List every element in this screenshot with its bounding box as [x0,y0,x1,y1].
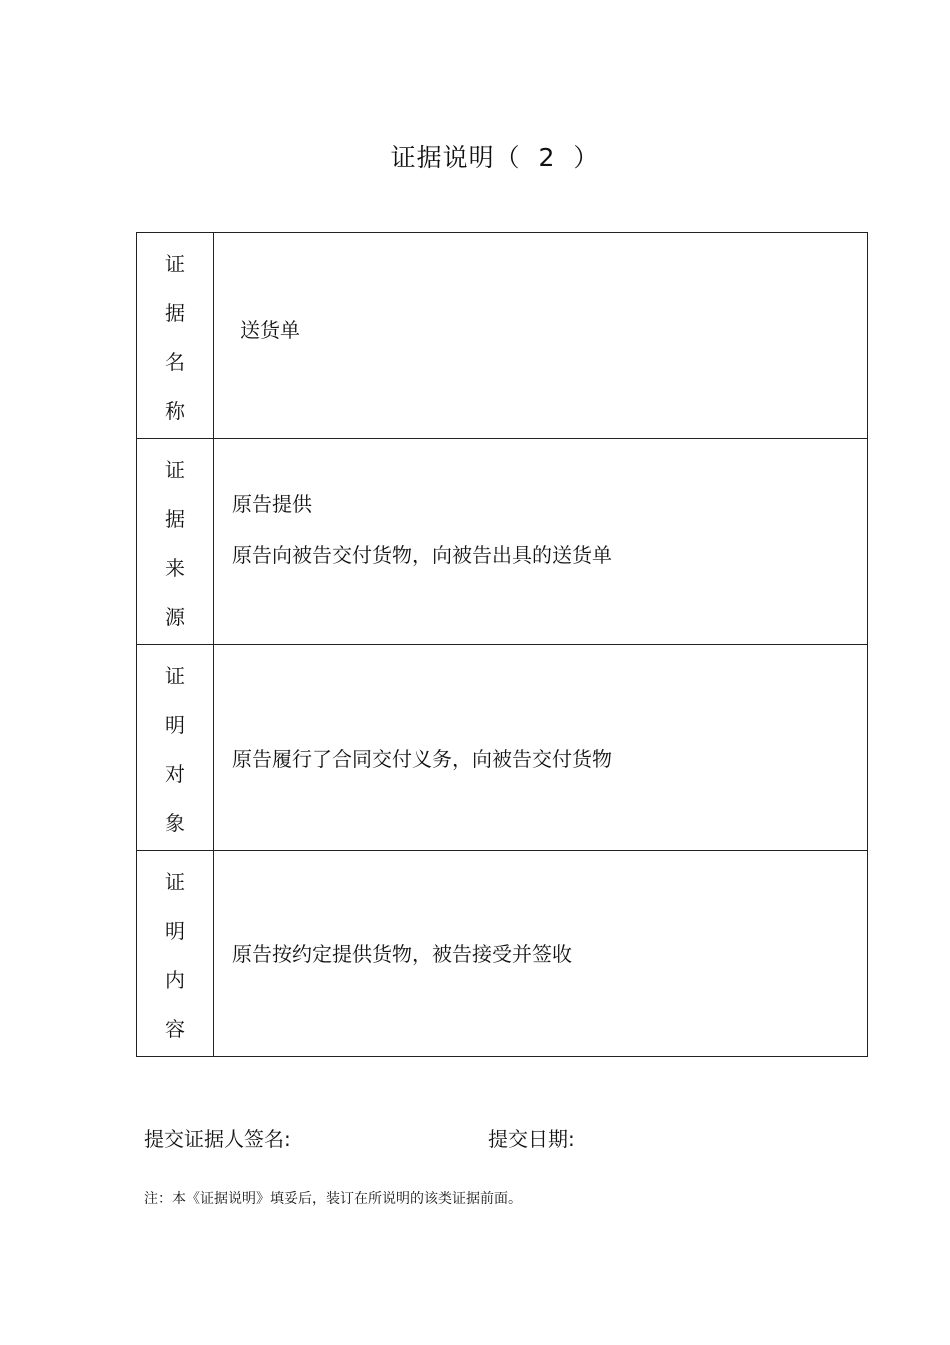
content-text: 原告按约定提供货物，被告接受并签收 [232,941,572,966]
row-content-evidence-source [214,439,868,645]
label-char: 象 [165,810,185,835]
content-text: 原告向被告交付货物，向被告出具的送货单 [232,543,612,567]
row-content-evidence-name [214,233,868,439]
content-text: 送货单 [240,317,300,342]
label-char: 源 [165,604,185,629]
label-char: 证 [165,457,185,482]
label-char: 来 [165,555,185,580]
label-char: 明 [165,712,185,737]
label-char: 称 [165,398,185,423]
footnote: 注：本《证据说明》填妥后，装订在所说明的该类证据前面。 [144,1191,522,1207]
table-row [137,439,868,645]
label-char: 内 [165,967,185,992]
row-label-proof-content [137,851,214,1057]
label-char: 明 [165,918,185,943]
table-row [137,233,868,439]
signer-label: 提交证据人签名: [144,1127,291,1151]
content-text: 原告履行了合同交付义务，向被告交付货物 [232,746,612,771]
row-content-proof-content [214,851,868,1057]
row-label-proof-object [137,645,214,851]
document-title: 证据说明（ 2 ） [390,143,600,172]
label-char: 据 [165,300,185,325]
row-label-evidence-source [137,439,214,645]
row-label-evidence-name [137,233,214,439]
table-row [137,851,868,1057]
label-char: 对 [165,761,185,786]
table-row [137,645,868,851]
label-char: 证 [165,251,185,276]
submit-date-label: 提交日期: [488,1127,575,1151]
row-content-proof-object [214,645,868,851]
label-char: 证 [165,869,185,894]
evidence-table [136,232,868,1057]
content-text: 原告提供 [232,492,312,516]
label-char: 证 [165,663,185,688]
label-char: 据 [165,506,185,531]
label-char: 名 [165,349,185,374]
label-char: 容 [165,1016,185,1041]
